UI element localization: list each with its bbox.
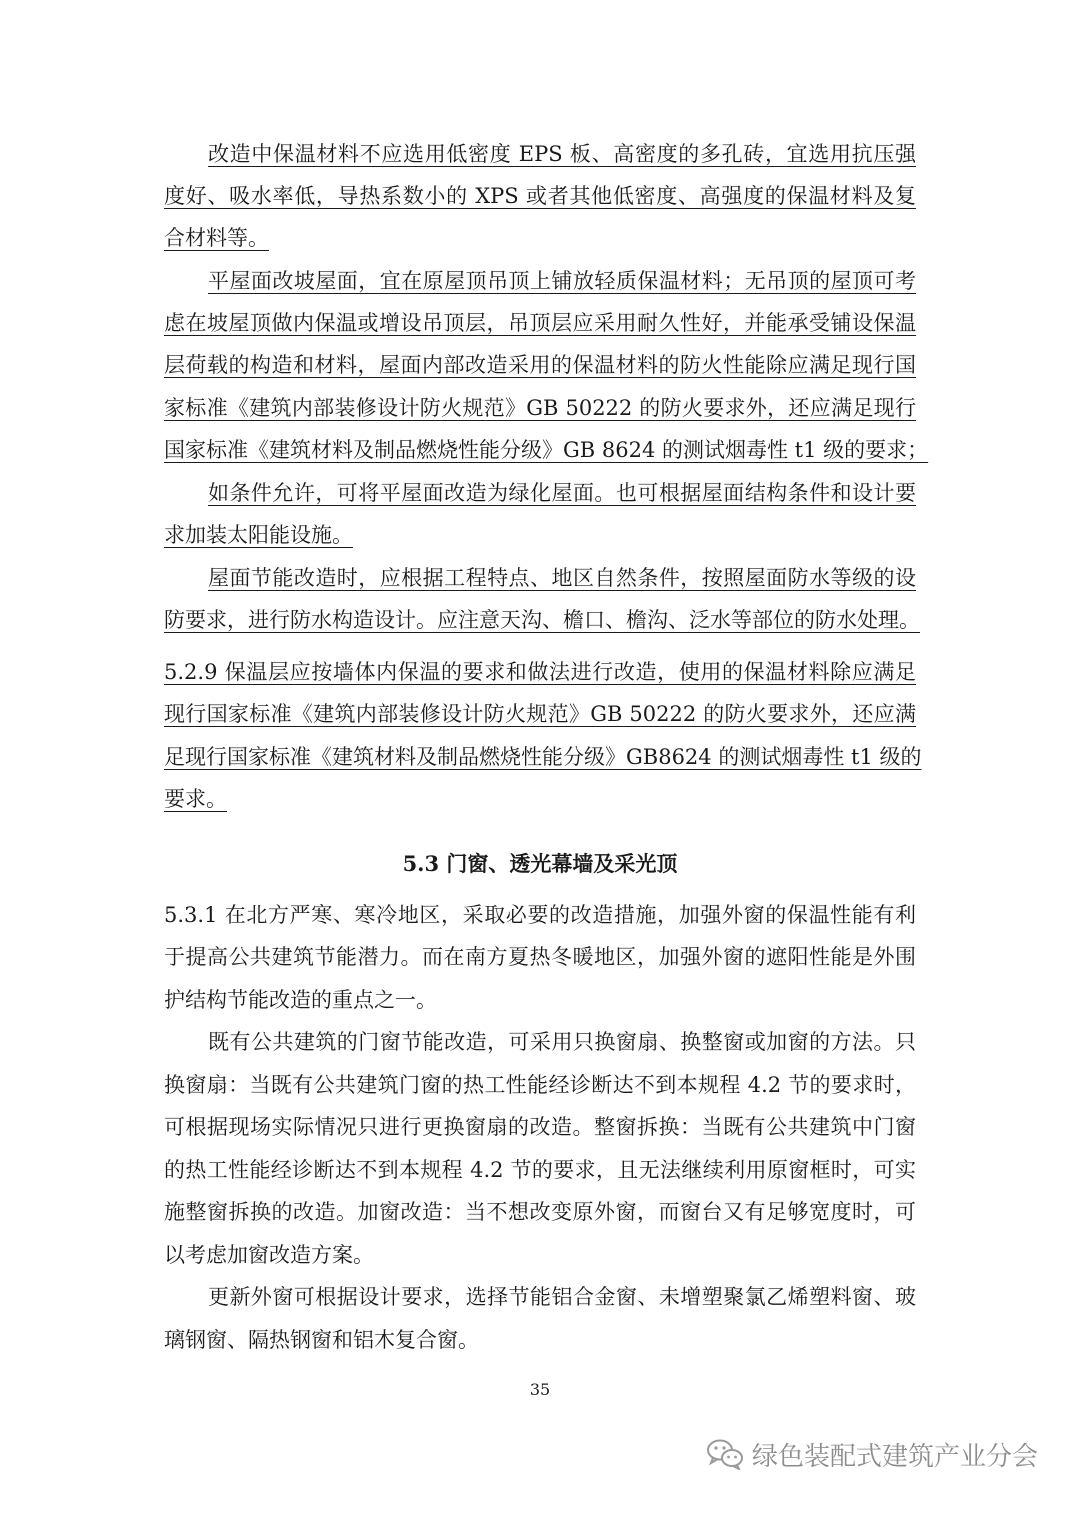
paragraph-line: 现行国家标准《建筑内部装修设计防火规范》GB 50222 的防火要求外，还应满: [164, 702, 916, 726]
paragraph-line: 可根据现场实际情况只进行更换窗扇的改造。整窗拆换：当既有公共建筑中门窗: [164, 1115, 916, 1139]
watermark: [706, 1432, 1056, 1476]
clause-5-2-9-line: 5.2.9 保温层应按墙体内保温的要求和做法进行改造，使用的保温材料除应满足: [164, 660, 916, 684]
paragraph-line: 屋面节能改造时，应根据工程特点、地区自然条件，按照屋面防水等级的设: [208, 566, 916, 590]
watermark-text: 绿色装配式建筑产业分会: [752, 1441, 1039, 1472]
paragraph-line: 平屋面改坡屋面，宜在原屋顶吊顶上铺放轻质保温材料；无吊顶的屋顶可考: [208, 269, 916, 293]
paragraph-line: 如条件允许，可将平屋面改造为绿化屋面。也可根据屋面结构条件和设计要: [208, 481, 916, 505]
paragraph-line: 以考虑加窗改造方案。: [164, 1243, 374, 1267]
paragraph-line: 既有公共建筑的门窗节能改造，可采用只换窗扇、换整窗或加窗的方法。只: [208, 1030, 916, 1054]
paragraph-line: 合材料等。: [164, 226, 269, 250]
paragraph-line: 的热工性能经诊断达不到本规程 4.2 节的要求，且无法继续利用原窗框时，可实: [164, 1158, 916, 1182]
section-heading: 5.3 门窗、透光幕墙及采光顶: [402, 851, 678, 876]
wechat-icon: [706, 1438, 744, 1470]
paragraph-line: 于提高公共建筑节能潜力。而在南方夏热冬暖地区，加强外窗的遮阳性能是外围: [164, 945, 916, 969]
paragraph-line: 护结构节能改造的重点之一。: [164, 988, 437, 1012]
paragraph-line: 改造中保温材料不应选用低密度 EPS 板、高密度的多孔砖，宜选用抗压强: [208, 142, 916, 166]
paragraph-line: 度好、吸水率低，导热系数小的 XPS 或者其他低密度、高强度的保温材料及复: [164, 184, 916, 208]
paragraph-line: 要求。: [164, 787, 227, 811]
paragraph-line: 足现行国家标准《建筑材料及制品燃烧性能分级》GB8624 的测试烟毒性 t1 级的: [164, 745, 922, 769]
clause-5-3-1-line: 5.3.1 在北方严寒、寒冷地区，采取必要的改造措施，加强外窗的保温性能有利: [164, 903, 916, 927]
paragraph-line: 国家标准《建筑材料及制品燃烧性能分级》GB 8624 的测试烟毒性 t1 级的要求；: [164, 438, 929, 462]
page-number: 35: [529, 1380, 551, 1399]
paragraph-line: 更新外窗可根据设计要求，选择节能铝合金窗、未增塑聚氯乙烯塑料窗、玻: [208, 1285, 916, 1309]
paragraph-line: 璃钢窗、隔热钢窗和铝木复合窗。: [164, 1328, 479, 1352]
paragraph-line: 虑在坡屋顶做内保温或增设吊顶层，吊顶层应采用耐久性好，并能承受铺设保温: [164, 311, 916, 335]
paragraph-line: 家标准《建筑内部装修设计防火规范》GB 50222 的防火要求外，还应满足现行: [164, 396, 916, 420]
paragraph-line: 防要求，进行防水构造设计。应注意天沟、檐口、檐沟、泛水等部位的防水处理。: [164, 608, 920, 632]
paragraph-line: 换窗扇：当既有公共建筑门窗的热工性能经诊断达不到本规程 4.2 节的要求时，: [164, 1073, 916, 1097]
paragraph-line: 层荷载的构造和材料，屋面内部改造采用的保温材料的防火性能除应满足现行国: [164, 353, 916, 377]
paragraph-line: 求加装太阳能设施。: [164, 523, 353, 547]
paragraph-line: 施整窗拆换的改造。加窗改造：当不想改变原外窗，而窗台又有足够宽度时，可: [164, 1200, 916, 1224]
